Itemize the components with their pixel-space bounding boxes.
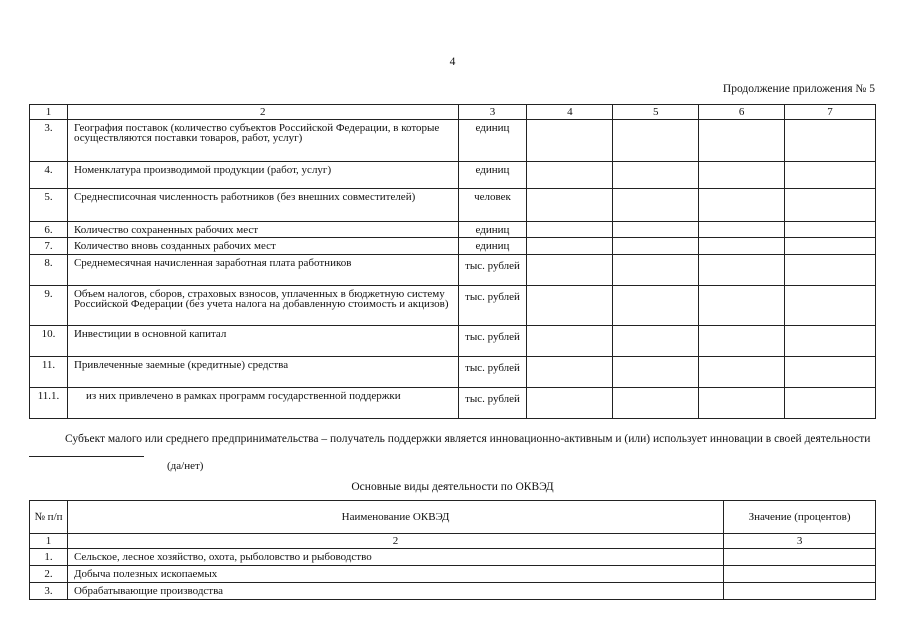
- unit-cell: единиц: [458, 120, 527, 162]
- table-row: [30, 326, 876, 357]
- value-cell[interactable]: [613, 222, 699, 238]
- table-row: [30, 120, 876, 162]
- value-cell[interactable]: [699, 255, 785, 286]
- header-name: Наименование ОКВЭД: [67, 501, 723, 534]
- value-cell[interactable]: [699, 189, 785, 222]
- header-cell: 3: [458, 105, 527, 120]
- unit-cell: тыс. рублей: [458, 286, 527, 326]
- row-number: 9.: [30, 286, 68, 326]
- table-row: [30, 388, 876, 419]
- value-cell[interactable]: [785, 255, 876, 286]
- value-cell[interactable]: [613, 120, 699, 162]
- header-cell: 4: [527, 105, 613, 120]
- innovation-statement: [29, 432, 874, 461]
- row-number: 6.: [30, 222, 68, 238]
- value-cell[interactable]: [527, 238, 613, 255]
- row-number: 2.: [30, 566, 68, 583]
- row-number: 11.1.: [30, 388, 68, 419]
- header-num: № п/п: [30, 501, 68, 534]
- row-number: 3.: [30, 583, 68, 600]
- unit-cell: тыс. рублей: [458, 326, 527, 357]
- table-row: [30, 583, 876, 600]
- value-cell[interactable]: [527, 357, 613, 388]
- table-row: [30, 549, 876, 566]
- page-number: 4: [449, 56, 456, 68]
- table-row: [30, 566, 876, 583]
- indicator-name: География поставок (количество субъектов Российской Федерации, в которые осуществляются поставки товаров, работ, услуг): [67, 120, 458, 162]
- indicator-name: Объем налогов, сборов, страховых взносов, уплаченных в бюджетную систему Российской Федерации (без учета налога на добавленную стоимость и акцизов): [67, 286, 458, 326]
- value-cell[interactable]: [527, 255, 613, 286]
- table-row: [30, 238, 876, 255]
- value-cell[interactable]: [724, 549, 876, 566]
- header-cell: 6: [699, 105, 785, 120]
- okved-index-row: [30, 534, 876, 549]
- indicators-table: [29, 104, 876, 419]
- value-cell[interactable]: [785, 388, 876, 419]
- value-cell[interactable]: [613, 238, 699, 255]
- value-cell[interactable]: [724, 566, 876, 583]
- okved-title: Основные виды деятельности по ОКВЭД: [351, 481, 554, 493]
- indicator-name: из них привлечено в рамках программ государственной поддержки: [67, 388, 458, 419]
- value-cell[interactable]: [699, 162, 785, 189]
- appendix-continuation: Продолжение приложения № 5: [722, 83, 875, 95]
- value-cell[interactable]: [699, 388, 785, 419]
- unit-cell: единиц: [458, 222, 527, 238]
- value-cell[interactable]: [527, 189, 613, 222]
- value-cell[interactable]: [699, 286, 785, 326]
- unit-cell: единиц: [458, 238, 527, 255]
- value-cell[interactable]: [699, 357, 785, 388]
- indicator-name: Среднесписочная численность работников (без внешних совместителей): [67, 189, 458, 222]
- value-cell[interactable]: [699, 120, 785, 162]
- header-cell: 2: [67, 105, 458, 120]
- row-number: 1.: [30, 549, 68, 566]
- indicator-name: Количество сохраненных рабочих мест: [67, 222, 458, 238]
- answer-blank[interactable]: [29, 446, 144, 457]
- value-cell[interactable]: [785, 357, 876, 388]
- value-cell[interactable]: [527, 120, 613, 162]
- indicator-name: Привлеченные заемные (кредитные) средства: [67, 357, 458, 388]
- okved-header-row: [30, 501, 876, 534]
- value-cell[interactable]: [699, 222, 785, 238]
- value-cell[interactable]: [527, 162, 613, 189]
- table-row: [30, 357, 876, 388]
- unit-cell: единиц: [458, 162, 527, 189]
- okved-name: Обрабатывающие производства: [67, 583, 723, 600]
- statement-text: Субъект малого или среднего предпринимательства – получатель поддержки является инновационно-активным и (или) использует инновации в своей деятельности: [65, 433, 871, 445]
- index-cell: 1: [30, 534, 68, 549]
- row-number: 11.: [30, 357, 68, 388]
- value-cell[interactable]: [785, 286, 876, 326]
- indicators-header-row: [30, 105, 876, 120]
- okved-name: Добыча полезных ископаемых: [67, 566, 723, 583]
- table-row: [30, 189, 876, 222]
- value-cell[interactable]: [699, 326, 785, 357]
- header-cell: 1: [30, 105, 68, 120]
- header-value: Значение (процентов): [724, 501, 876, 534]
- unit-cell: тыс. рублей: [458, 357, 527, 388]
- value-cell[interactable]: [613, 326, 699, 357]
- value-cell[interactable]: [785, 238, 876, 255]
- value-cell[interactable]: [699, 238, 785, 255]
- value-cell[interactable]: [785, 326, 876, 357]
- value-cell[interactable]: [785, 189, 876, 222]
- header-cell: 5: [613, 105, 699, 120]
- indicator-name: Количество вновь созданных рабочих мест: [67, 238, 458, 255]
- table-row: [30, 286, 876, 326]
- value-cell[interactable]: [613, 286, 699, 326]
- value-cell[interactable]: [527, 222, 613, 238]
- indicator-name: Номенклатура производимой продукции (работ, услуг): [67, 162, 458, 189]
- unit-cell: тыс. рублей: [458, 255, 527, 286]
- row-number: 7.: [30, 238, 68, 255]
- index-cell: 2: [67, 534, 723, 549]
- value-cell[interactable]: [527, 388, 613, 419]
- table-row: [30, 255, 876, 286]
- unit-cell: тыс. рублей: [458, 388, 527, 419]
- value-cell[interactable]: [613, 357, 699, 388]
- row-number: 8.: [30, 255, 68, 286]
- row-number: 4.: [30, 162, 68, 189]
- value-cell[interactable]: [724, 583, 876, 600]
- indicator-name: Среднемесячная начисленная заработная плата работников: [67, 255, 458, 286]
- table-row: [30, 162, 876, 189]
- row-number: 5.: [30, 189, 68, 222]
- value-cell[interactable]: [785, 222, 876, 238]
- value-cell[interactable]: [527, 326, 613, 357]
- value-cell[interactable]: [613, 388, 699, 419]
- table-row: [30, 222, 876, 238]
- header-cell: 7: [785, 105, 876, 120]
- row-number: 3.: [30, 120, 68, 162]
- index-cell: 3: [724, 534, 876, 549]
- okved-name: Сельское, лесное хозяйство, охота, рыболовство и рыбоводство: [67, 549, 723, 566]
- value-cell[interactable]: [785, 120, 876, 162]
- answer-hint: (да/нет): [167, 460, 204, 472]
- indicator-name: Инвестиции в основной капитал: [67, 326, 458, 357]
- value-cell[interactable]: [527, 286, 613, 326]
- value-cell[interactable]: [785, 162, 876, 189]
- value-cell[interactable]: [613, 255, 699, 286]
- unit-cell: человек: [458, 189, 527, 222]
- value-cell[interactable]: [613, 189, 699, 222]
- row-number: 10.: [30, 326, 68, 357]
- value-cell[interactable]: [613, 162, 699, 189]
- okved-table: [29, 500, 876, 600]
